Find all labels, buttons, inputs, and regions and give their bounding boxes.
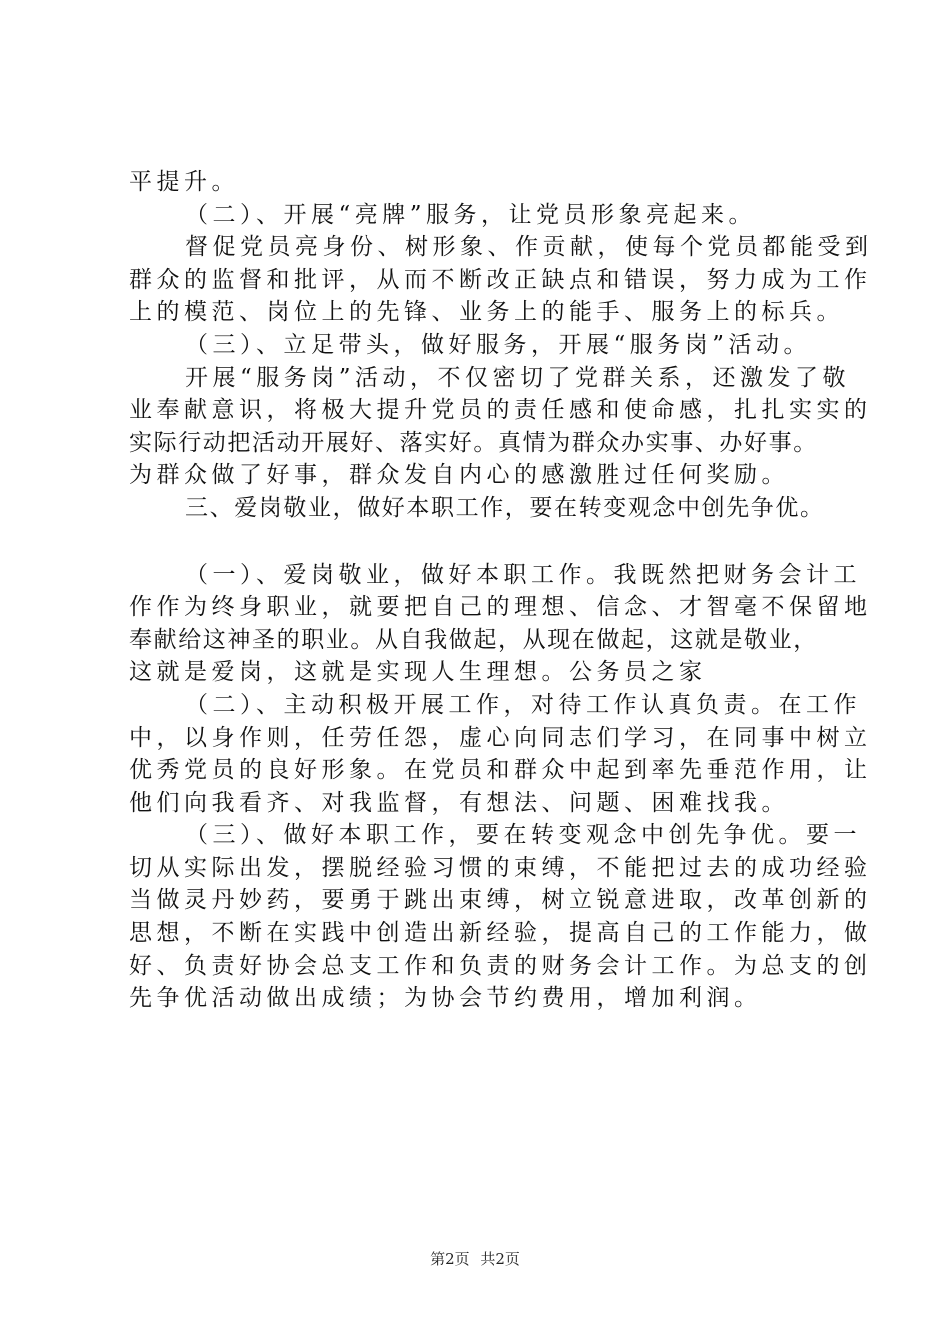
body-line: 为群众做了好事，群众发自内心的感激胜过任何奖励。 bbox=[129, 462, 789, 489]
body-line: （三）、做好本职工作，要在转变观念中创先争优。要一 bbox=[185, 822, 861, 849]
body-line: 奉献给这神圣的职业。从自我做起，从现在做起，这就是敬业， bbox=[129, 626, 818, 653]
body-line: 思想，不断在实践中创造出新经验，提高自己的工作能力，做 bbox=[129, 920, 872, 947]
body-line: 开展“服务岗”活动，不仅密切了党群关系，还激发了敬 bbox=[185, 364, 851, 391]
body-line: （一）、爱岗敬业，做好本职工作。我既然把财务会计工 bbox=[185, 561, 861, 588]
body-line: 他们向我看齐、对我监督，有想法、问题、困难找我。 bbox=[129, 789, 789, 816]
body-line: 督促党员亮身份、树形象、作贡献，使每个党员都能受到 bbox=[185, 234, 873, 261]
page-number: 第2页 bbox=[430, 1250, 470, 1268]
body-line: （二）、开展“亮牌”服务，让党员形象亮起来。 bbox=[185, 201, 757, 228]
body-line: 优秀党员的良好形象。在党员和群众中起到率先垂范作用，让 bbox=[129, 757, 872, 784]
body-line: （三）、立足带头，做好服务，开展“服务岗”活动。 bbox=[185, 331, 812, 358]
body-line: 实际行动把活动开展好、落实好。真情为群众办实事、办好事。 bbox=[129, 429, 818, 456]
section-heading: 三、爱岗敬业，做好本职工作，要在转变观念中创先争优。 bbox=[185, 494, 825, 521]
body-line: 群众的监督和批评，从而不断改正缺点和错误，努力成为工作 bbox=[129, 266, 872, 293]
page-total: 共2页 bbox=[480, 1250, 520, 1268]
body-line: 先争优活动做出成绩；为协会节约费用，增加利润。 bbox=[129, 985, 762, 1012]
body-line: 平提升。 bbox=[129, 169, 239, 195]
paragraph-gap bbox=[129, 525, 849, 559]
body-line: 切从实际出发，摆脱经验习惯的束缚，不能把过去的成功经验 bbox=[129, 854, 872, 881]
body-line: 这就是爱岗，这就是实现人生理想。公务员之家 bbox=[129, 659, 707, 686]
body-line: 好、负责好协会总支工作和负责的财务会计工作。为总支的创 bbox=[129, 952, 872, 979]
document-body bbox=[129, 166, 873, 1015]
page-footer bbox=[0, 1249, 950, 1269]
body-line: （二）、主动积极开展工作，对待工作认真负责。在工作 bbox=[185, 691, 861, 718]
body-line: 业奉献意识，将极大提升党员的责任感和使命感，扎扎实实的 bbox=[129, 397, 872, 424]
body-line: 作作为终身职业，就要把自己的理想、信念、才智毫不保留地 bbox=[129, 594, 872, 621]
body-line: 中，以身作则，任劳任怨，虚心向同志们学习，在同事中树立 bbox=[129, 724, 872, 751]
body-line: 当做灵丹妙药，要勇于跳出束缚，树立锐意进取，改革创新的 bbox=[129, 887, 872, 914]
body-line: 上的模范、岗位上的先锋、业务上的能手、服务上的标兵。 bbox=[129, 299, 844, 326]
